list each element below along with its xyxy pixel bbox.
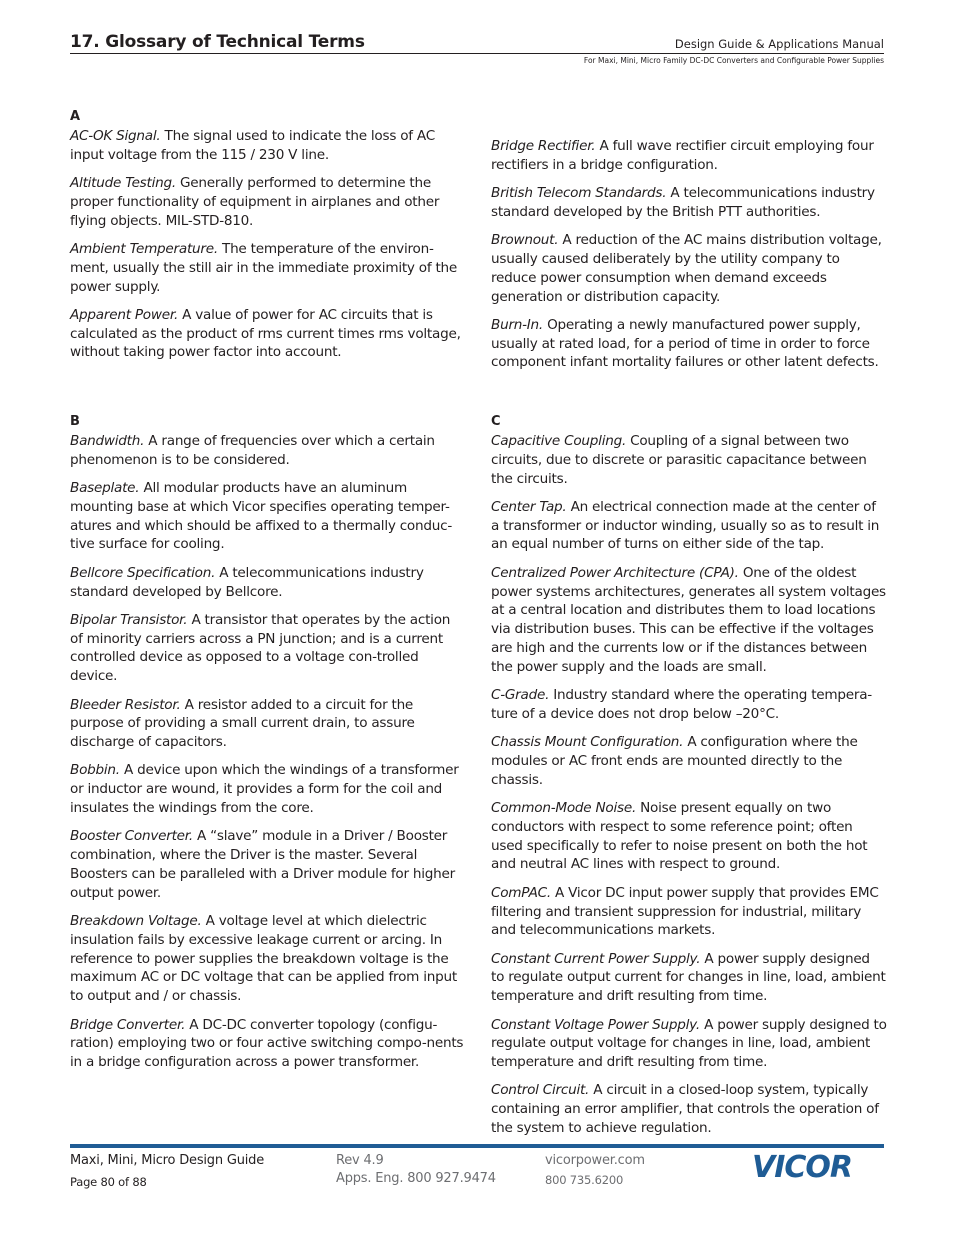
glossary-term: Center Tap. [491, 498, 567, 515]
glossary-term: Centralized Power Architecture (CPA). [491, 564, 739, 581]
glossary-term: Bipolar Transistor. [70, 611, 188, 628]
glossary-definition: All modular products have an aluminum mounting base at which Vicor specifies operating temper-atures and which should be affixed to a thermally conduc-tive surface for cooling. [70, 480, 452, 553]
manual-title: Design Guide & Applications Manual [674, 37, 884, 51]
glossary-definition: A circuit in a closed-loop system, typically containing an error amplifier, that controls the operation of the system to achieve regulation. [491, 1082, 879, 1136]
glossary-definition: Generally performed to determine the proper functionality of equipment in airplanes and other flying objects. MIL-STD-810. [70, 175, 440, 229]
glossary-term: Bridge Rectifier. [491, 138, 596, 154]
glossary-term: Capacitive Coupling. [491, 433, 627, 449]
glossary-term: AC-OK Signal. [70, 128, 161, 144]
section-c [491, 413, 887, 1147]
section-a-left [70, 108, 466, 372]
glossary-entry [491, 231, 887, 306]
glossary-list [491, 432, 887, 1138]
glossary-term: Bandwidth. [70, 433, 145, 449]
glossary-entry [491, 884, 887, 940]
glossary-definition: A power supply designed to regulate output voltage for changes in line, load, ambient temperature and drift resulting from time. [491, 1016, 887, 1071]
glossary-term: Burn-In. [491, 316, 543, 333]
glossary-definition: A value of power for AC circuits that is calculated as the product of rms current times rms voltage, without taking power factor into account. [70, 306, 461, 361]
glossary-entry [491, 733, 887, 789]
section-letter-c: C [491, 414, 501, 429]
glossary-definition: Noise present equally on two conductors with respect to some reference point; often used specifically to refer to noise present on both the hot and neutral AC lines with respect to ground. [491, 800, 868, 873]
section-b [70, 413, 466, 1081]
glossary-term: Bellcore Specification. [70, 564, 216, 581]
glossary-term: Constant Current Power Supply. [491, 950, 701, 967]
glossary-definition: A “slave” module in a Driver / Booster combination, where the Driver is the master. Several Boosters can be paralleled with a Driver module for higher output power. [70, 828, 455, 901]
glossary-entry [491, 1016, 887, 1072]
glossary-term: Bridge Converter. [70, 1016, 186, 1033]
glossary-definition: A transistor that operates by the action of minority carriers across a PN junction; and is a current controlled device as opposed to a voltage con-trolled device. [70, 611, 451, 685]
glossary-term: C-Grade. [491, 687, 550, 704]
glossary-definition: A full wave rectifier circuit employing four rectifiers in a bridge configuration. [491, 138, 874, 173]
glossary-definition: The temperature of the environ-ment, usually the still air in the immediate proximity of the power supply. [70, 240, 458, 295]
footer-divider [70, 1144, 884, 1148]
glossary-entry [70, 240, 466, 296]
section-title: 17. Glossary of Technical Terms [70, 32, 365, 52]
glossary-term: Ambient Temperature. [70, 240, 218, 257]
glossary-term: Apparent Power. [70, 306, 179, 323]
glossary-entry [70, 1016, 466, 1072]
glossary-definition: A reduction of the AC mains distribution voltage, usually caused deliberately by the utility company to reduce power consumption when demand exceeds generation or distribution capacity. [491, 232, 882, 305]
section-letter-a: A [70, 109, 80, 124]
glossary-definition: A telecommunications industry standard developed by Bellcore. [70, 564, 424, 600]
glossary-list [70, 127, 466, 362]
vicor-logo-text: VICOR [752, 1150, 852, 1183]
manual-subtitle: For Maxi, Mini, Micro Family DC-DC Converters and Configurable Power Supplies [583, 56, 884, 65]
header-divider [70, 53, 884, 54]
glossary-term: Common-Mode Noise. [491, 800, 637, 817]
glossary-entry [70, 696, 466, 752]
glossary-definition: A voltage level at which dielectric insulation fails by excessive leakage current or arcing. In reference to power supplies the breakdown voltage is the maximum AC or DC voltage that can be applied from input to output and / or chassis. [70, 913, 457, 1005]
footer-phone: 800 735.6200 [545, 1173, 624, 1187]
glossary-term: Baseplate. [70, 480, 140, 497]
glossary-term: ComPAC. [491, 884, 551, 901]
glossary-definition: A power supply designed to regulate output current for changes in line, load, ambient temperature and drift resulting from time. [491, 950, 886, 1005]
footer-rev: Rev 4.9 [336, 1153, 384, 1168]
glossary-definition: A DC-DC converter topology (configu-ration) employing two or four active switching compo-nents in a bridge configuration across a power transformer. [70, 1016, 464, 1071]
glossary-term: Bobbin. [70, 762, 120, 779]
glossary-entry [491, 498, 887, 554]
glossary-definition: A device upon which the windings of a transformer or inductor are wound, it provides a form for the coil and insulates the windings from the core. [70, 762, 459, 817]
glossary-definition: An electrical connection made at the center of a transformer or inductor winding, usually so as to result in an equal number of turns on either side of the tap. [491, 498, 880, 553]
glossary-entry [70, 564, 466, 602]
glossary-term: Bleeder Resistor. [70, 696, 181, 713]
glossary-definition: Operating a newly manufactured power supply, usually at rated load, for a period of time in order to force component infant mortality failures or other latent defects. [491, 316, 879, 371]
section-a-right [491, 137, 887, 382]
footer-page-number: Page 80 of 88 [70, 1175, 147, 1189]
glossary-definition: The signal used to indicate the loss of AC input voltage from the 115 / 230 V line. [70, 128, 435, 163]
glossary-term: Chassis Mount Configuration. [491, 734, 684, 751]
glossary-entry [70, 827, 466, 902]
glossary-entry [70, 761, 466, 817]
glossary-entry [70, 127, 466, 165]
glossary-entry [70, 611, 466, 686]
glossary-definition: A resistor added to a circuit for the purpose of providing a small current drain, to assure discharge of capacitors. [70, 696, 415, 751]
glossary-term: Altitude Testing. [70, 175, 176, 192]
glossary-definition: A configuration where the modules or AC front ends are mounted directly to the chassis. [491, 734, 858, 788]
glossary-entry [70, 479, 466, 554]
glossary-entry [70, 174, 466, 230]
glossary-entry [491, 686, 887, 724]
footer-guide-title: Maxi, Mini, Micro Design Guide [70, 1153, 265, 1168]
glossary-definition: One of the oldest power systems architectures, generates all system voltages at a central location and distributes them to load locations via distribution buses. This can be effective if the voltages are high and the currents low or if the distances between the power supply and the loads are small. [491, 564, 886, 675]
glossary-entry [70, 912, 466, 1006]
glossary-list [70, 432, 466, 1072]
glossary-entry [70, 432, 466, 470]
glossary-entry [491, 432, 887, 488]
glossary-term: Brownout. [491, 232, 559, 249]
vicor-logo [752, 1149, 886, 1183]
glossary-entry [491, 950, 887, 1006]
glossary-term: British Telecom Standards. [491, 185, 667, 202]
glossary-entry [491, 137, 887, 175]
glossary-definition: Coupling of a signal between two circuits, due to discrete or parasitic capacitance between the circuits. [491, 433, 867, 487]
glossary-entry [70, 306, 466, 362]
glossary-term: Control Circuit. [491, 1082, 590, 1099]
glossary-entry [491, 799, 887, 874]
glossary-definition: A telecommunications industry standard developed by the British PTT authorities. [491, 185, 875, 220]
glossary-entry [491, 1081, 887, 1137]
glossary-term: Booster Converter. [70, 828, 193, 845]
glossary-term: Constant Voltage Power Supply. [491, 1016, 700, 1033]
footer-website[interactable]: vicorpower.com [545, 1153, 645, 1168]
glossary-term: Breakdown Voltage. [70, 913, 202, 930]
glossary-entry [491, 184, 887, 222]
glossary-entry [491, 564, 887, 677]
glossary-list [491, 137, 887, 372]
glossary-definition: A range of frequencies over which a certain phenomenon is to be considered. [70, 433, 435, 468]
footer-apps-eng: Apps. Eng. 800 927.9474 [336, 1171, 496, 1186]
glossary-definition: Industry standard where the operating tempera-ture of a device does not drop below –20°C. [491, 687, 872, 722]
glossary-definition: A Vicor DC input power supply that provides EMC filtering and transient suppression for industrial, military and telecommunications markets. [491, 884, 879, 939]
section-letter-b: B [70, 414, 80, 429]
glossary-entry [491, 316, 887, 372]
